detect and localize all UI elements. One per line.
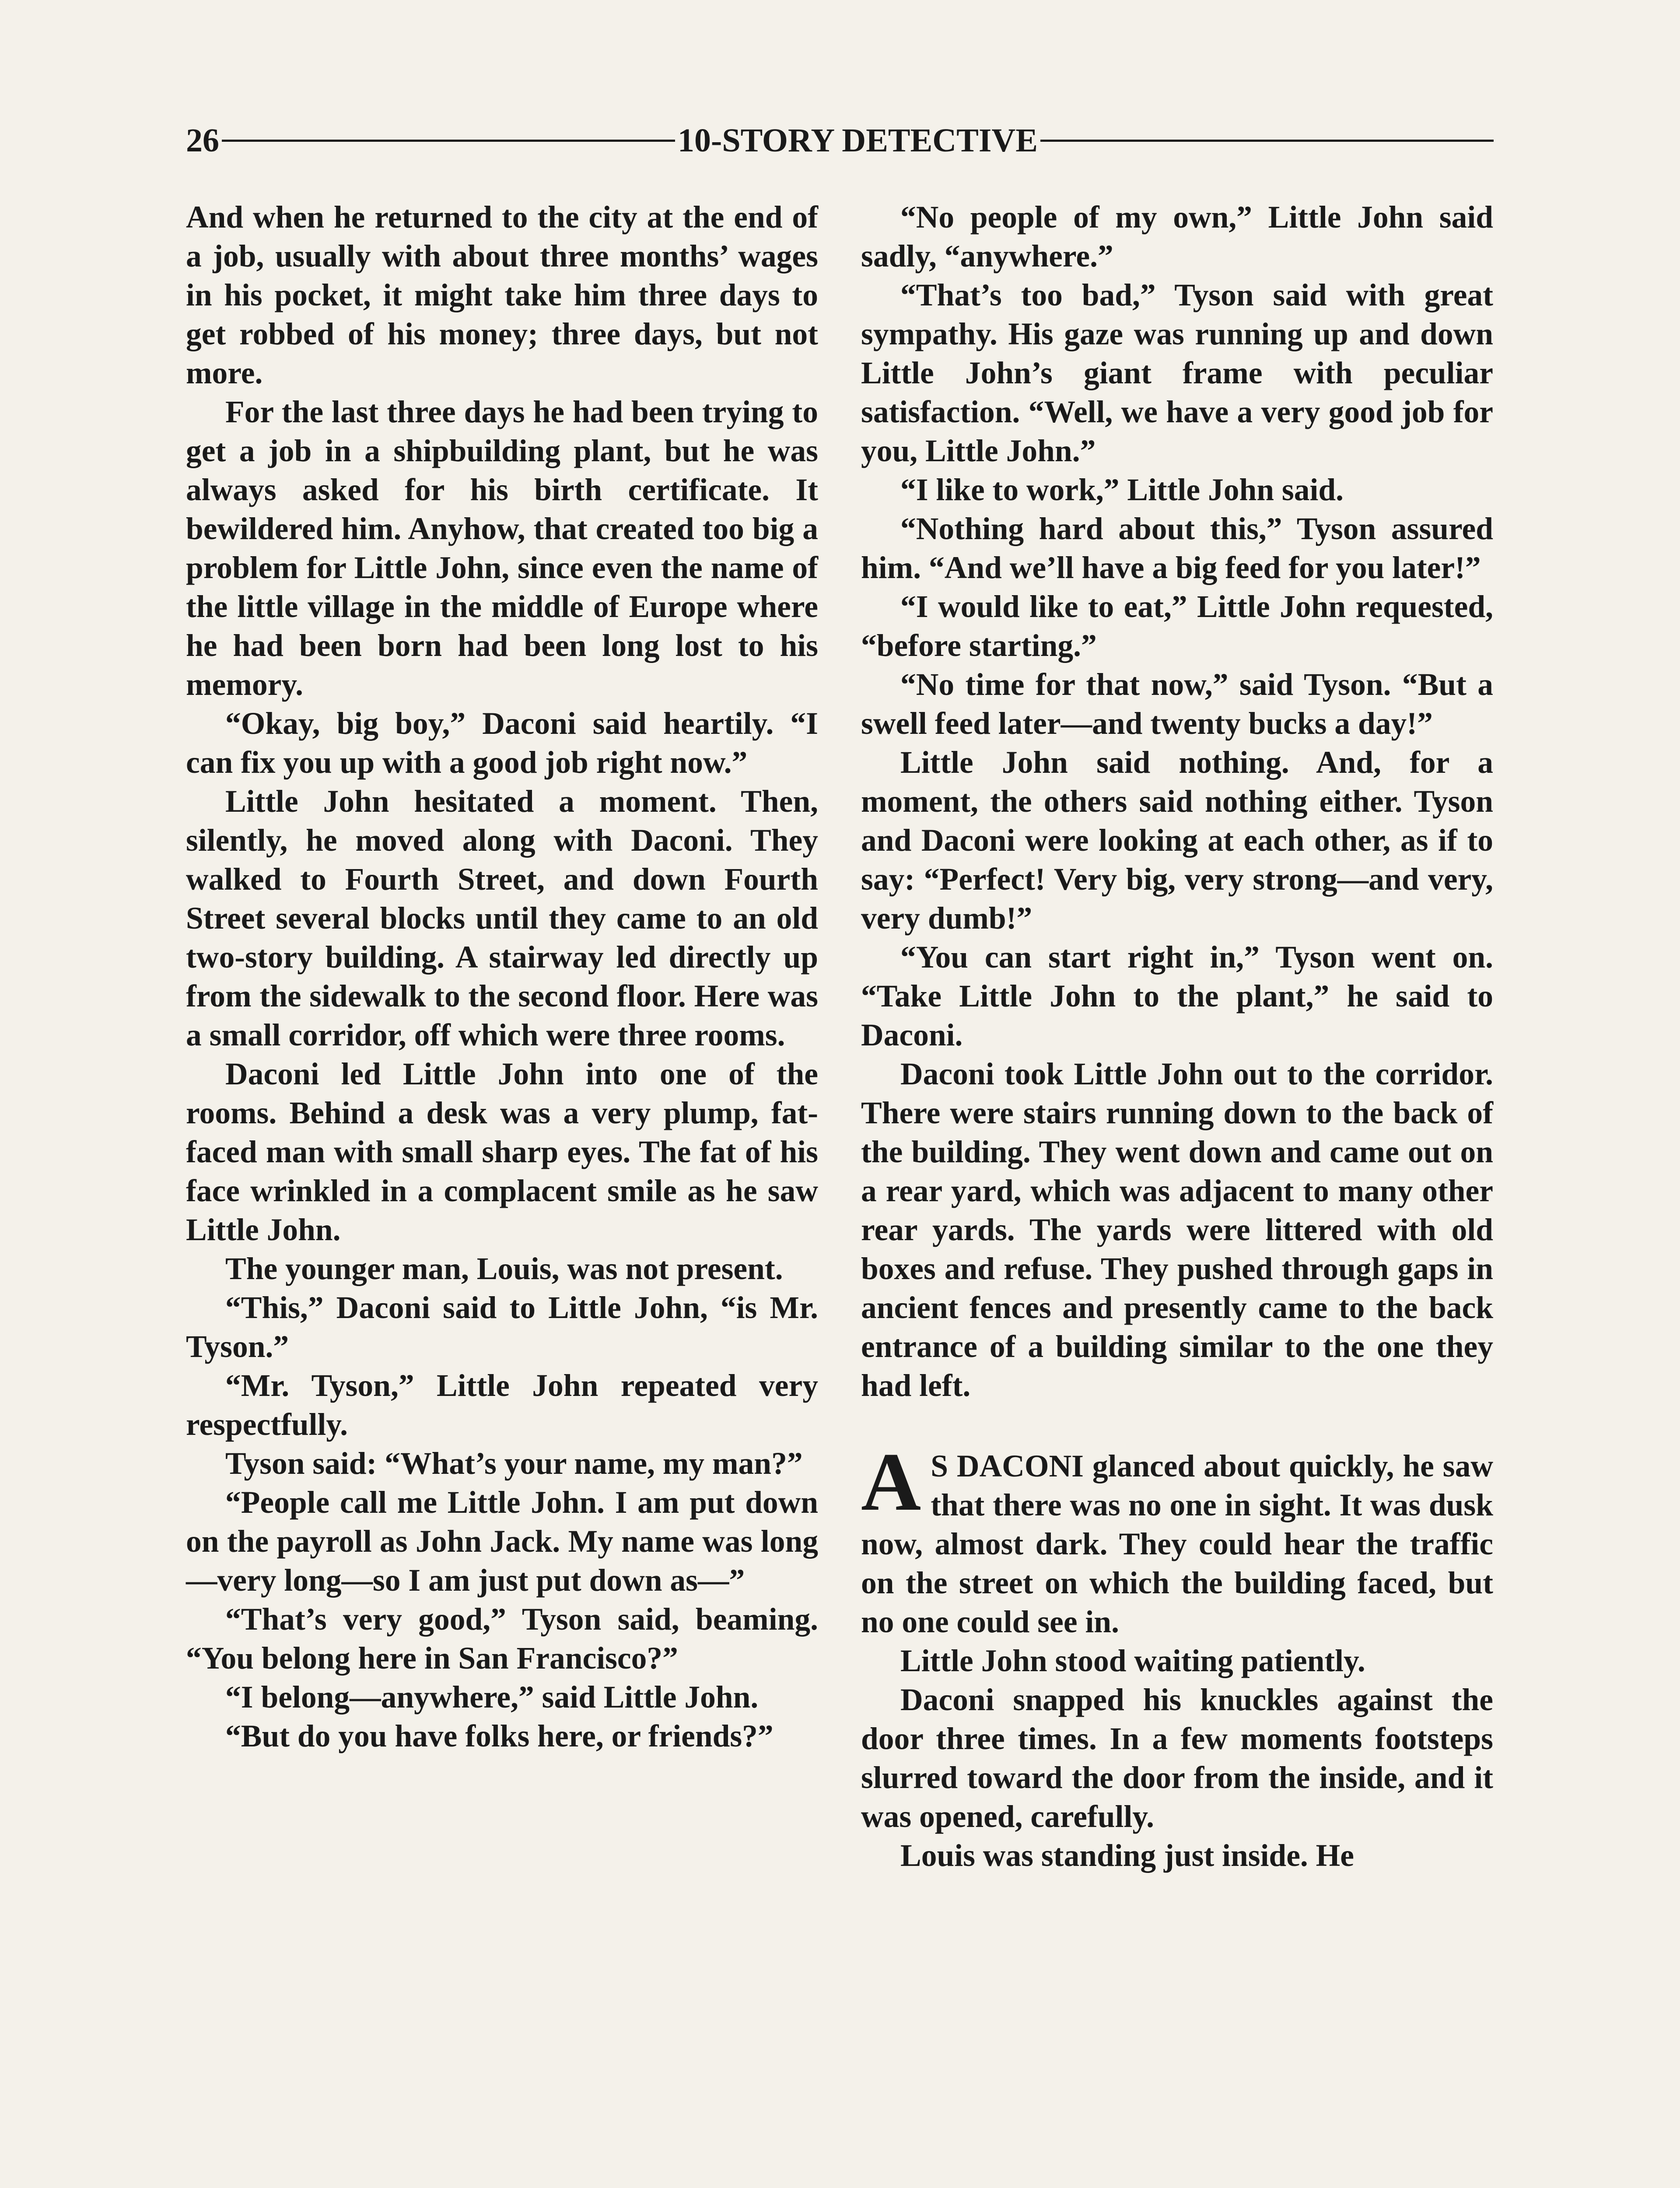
paragraph: “That’s too bad,” Tyson said with great sympathy. His gaze was running up and down Little John’s giant frame with peculiar satisfaction. “Well, we have a very good job for you, Little John.”	[861, 278, 1493, 468]
paragraph: The younger man, Louis, was not present.	[225, 1252, 783, 1286]
paragraph: And when he returned to the city at the end of a job, usually with about three months’ wages in his pocket, it might take him three days to get robbed of his money; three days, but not more.	[186, 200, 818, 390]
paragraph: “I belong—anywhere,” said Little John.	[225, 1680, 759, 1715]
paragraph: “That’s very good,” Tyson said, beaming. “You belong here in San Francisco?”	[186, 1602, 818, 1676]
paragraph: “I would like to eat,” Little John requested, “before starting.”	[861, 589, 1493, 663]
section-break	[861, 1405, 1493, 1447]
paragraph: Louis was standing just inside. He	[900, 1838, 1354, 1873]
paragraph: Little John hesitated a moment. Then, silently, he moved along with Daconi. They walked to Fourth Street, and down Fourth Street several blocks until they came to an old two-story building. A stairway led directly up from the sidewalk to the second floor. Here was a small corridor, off which were three rooms.	[186, 784, 818, 1052]
paragraph: Daconi snapped his knuckles against the door three times. In a few moments footsteps slurred toward the door from the inside, and it was opened, carefully.	[861, 1683, 1493, 1834]
paragraph: “But do you have folks here, or friends?”	[225, 1719, 774, 1753]
header-rule-left	[222, 140, 675, 142]
magazine-title: 10-STORY DETECTIVE	[678, 122, 1038, 159]
section-opening-paragraph	[861, 1436, 1493, 1641]
paragraph: “No people of my own,” Little John said sadly, “anywhere.”	[861, 200, 1493, 274]
right-column	[861, 198, 1493, 1875]
paragraph: “People call me Little John. I am put down on the payroll as John Jack. My name was long—very long—so I am just put down as—”	[186, 1485, 818, 1598]
paragraph: “This,” Daconi said to Little John, “is Mr. Tyson.”	[186, 1290, 818, 1364]
paragraph: “Okay, big boy,” Daconi said heartily. “I can fix you up with a good job right now.”	[186, 706, 818, 780]
paragraph: For the last three days he had been trying to get a job in a shipbuilding plant, but he was always asked for his birth certificate. It bewildered him. Anyhow, that created too big a problem for Little John, since even the name of the little village in the middle of Europe where he had been born had been long lost to his memory.	[186, 395, 818, 702]
paragraph: Daconi led Little John into one of the rooms. Behind a desk was a very plump, fat-faced man with small sharp eyes. The fat of his face wrinkled in a complacent smile as he saw Little John.	[186, 1057, 818, 1247]
paragraph: “Mr. Tyson,” Little John repeated very respectfully.	[186, 1368, 818, 1442]
drop-cap: A	[861, 1436, 921, 1528]
page-number: 26	[186, 122, 219, 159]
left-column	[186, 198, 818, 1756]
paragraph: “You can start right in,” Tyson went on. “Take Little John to the plant,” he said to Daconi.	[861, 940, 1493, 1052]
section-opening-text: S DACONI glanced about quickly, he saw that there was no one in sight. It was dusk now, almost dark. They could hear the traffic on the street on which the building faced, but no one could see in.	[861, 1449, 1493, 1639]
paragraph: “I like to work,” Little John said.	[900, 473, 1344, 507]
paragraph: Little John stood waiting patiently.	[900, 1644, 1365, 1678]
paragraph: Little John said nothing. And, for a moment, the others said nothing either. Tyson and Daconi were looking at each other, as if to say: “Perfect! Very big, very strong—and very, very dumb!”	[861, 745, 1493, 936]
header-rule-right	[1040, 140, 1494, 142]
paragraph: Daconi took Little John out to the corridor. There were stairs running down to the back of the building. They went down and came out on a rear yard, which was adjacent to many other rear yards. The yards were littered with old boxes and refuse. They pushed through gaps in ancient fences and presently came to the back entrance of a building similar to the one they had left.	[861, 1057, 1493, 1403]
paragraph: “Nothing hard about this,” Tyson assured him. “And we’ll have a big feed for you later!”	[861, 512, 1493, 585]
paragraph: Tyson said: “What’s your name, my man?”	[225, 1446, 803, 1481]
page-header	[186, 121, 1496, 160]
paragraph: “No time for that now,” said Tyson. “But a swell feed later—and twenty bucks a day!”	[861, 667, 1493, 741]
